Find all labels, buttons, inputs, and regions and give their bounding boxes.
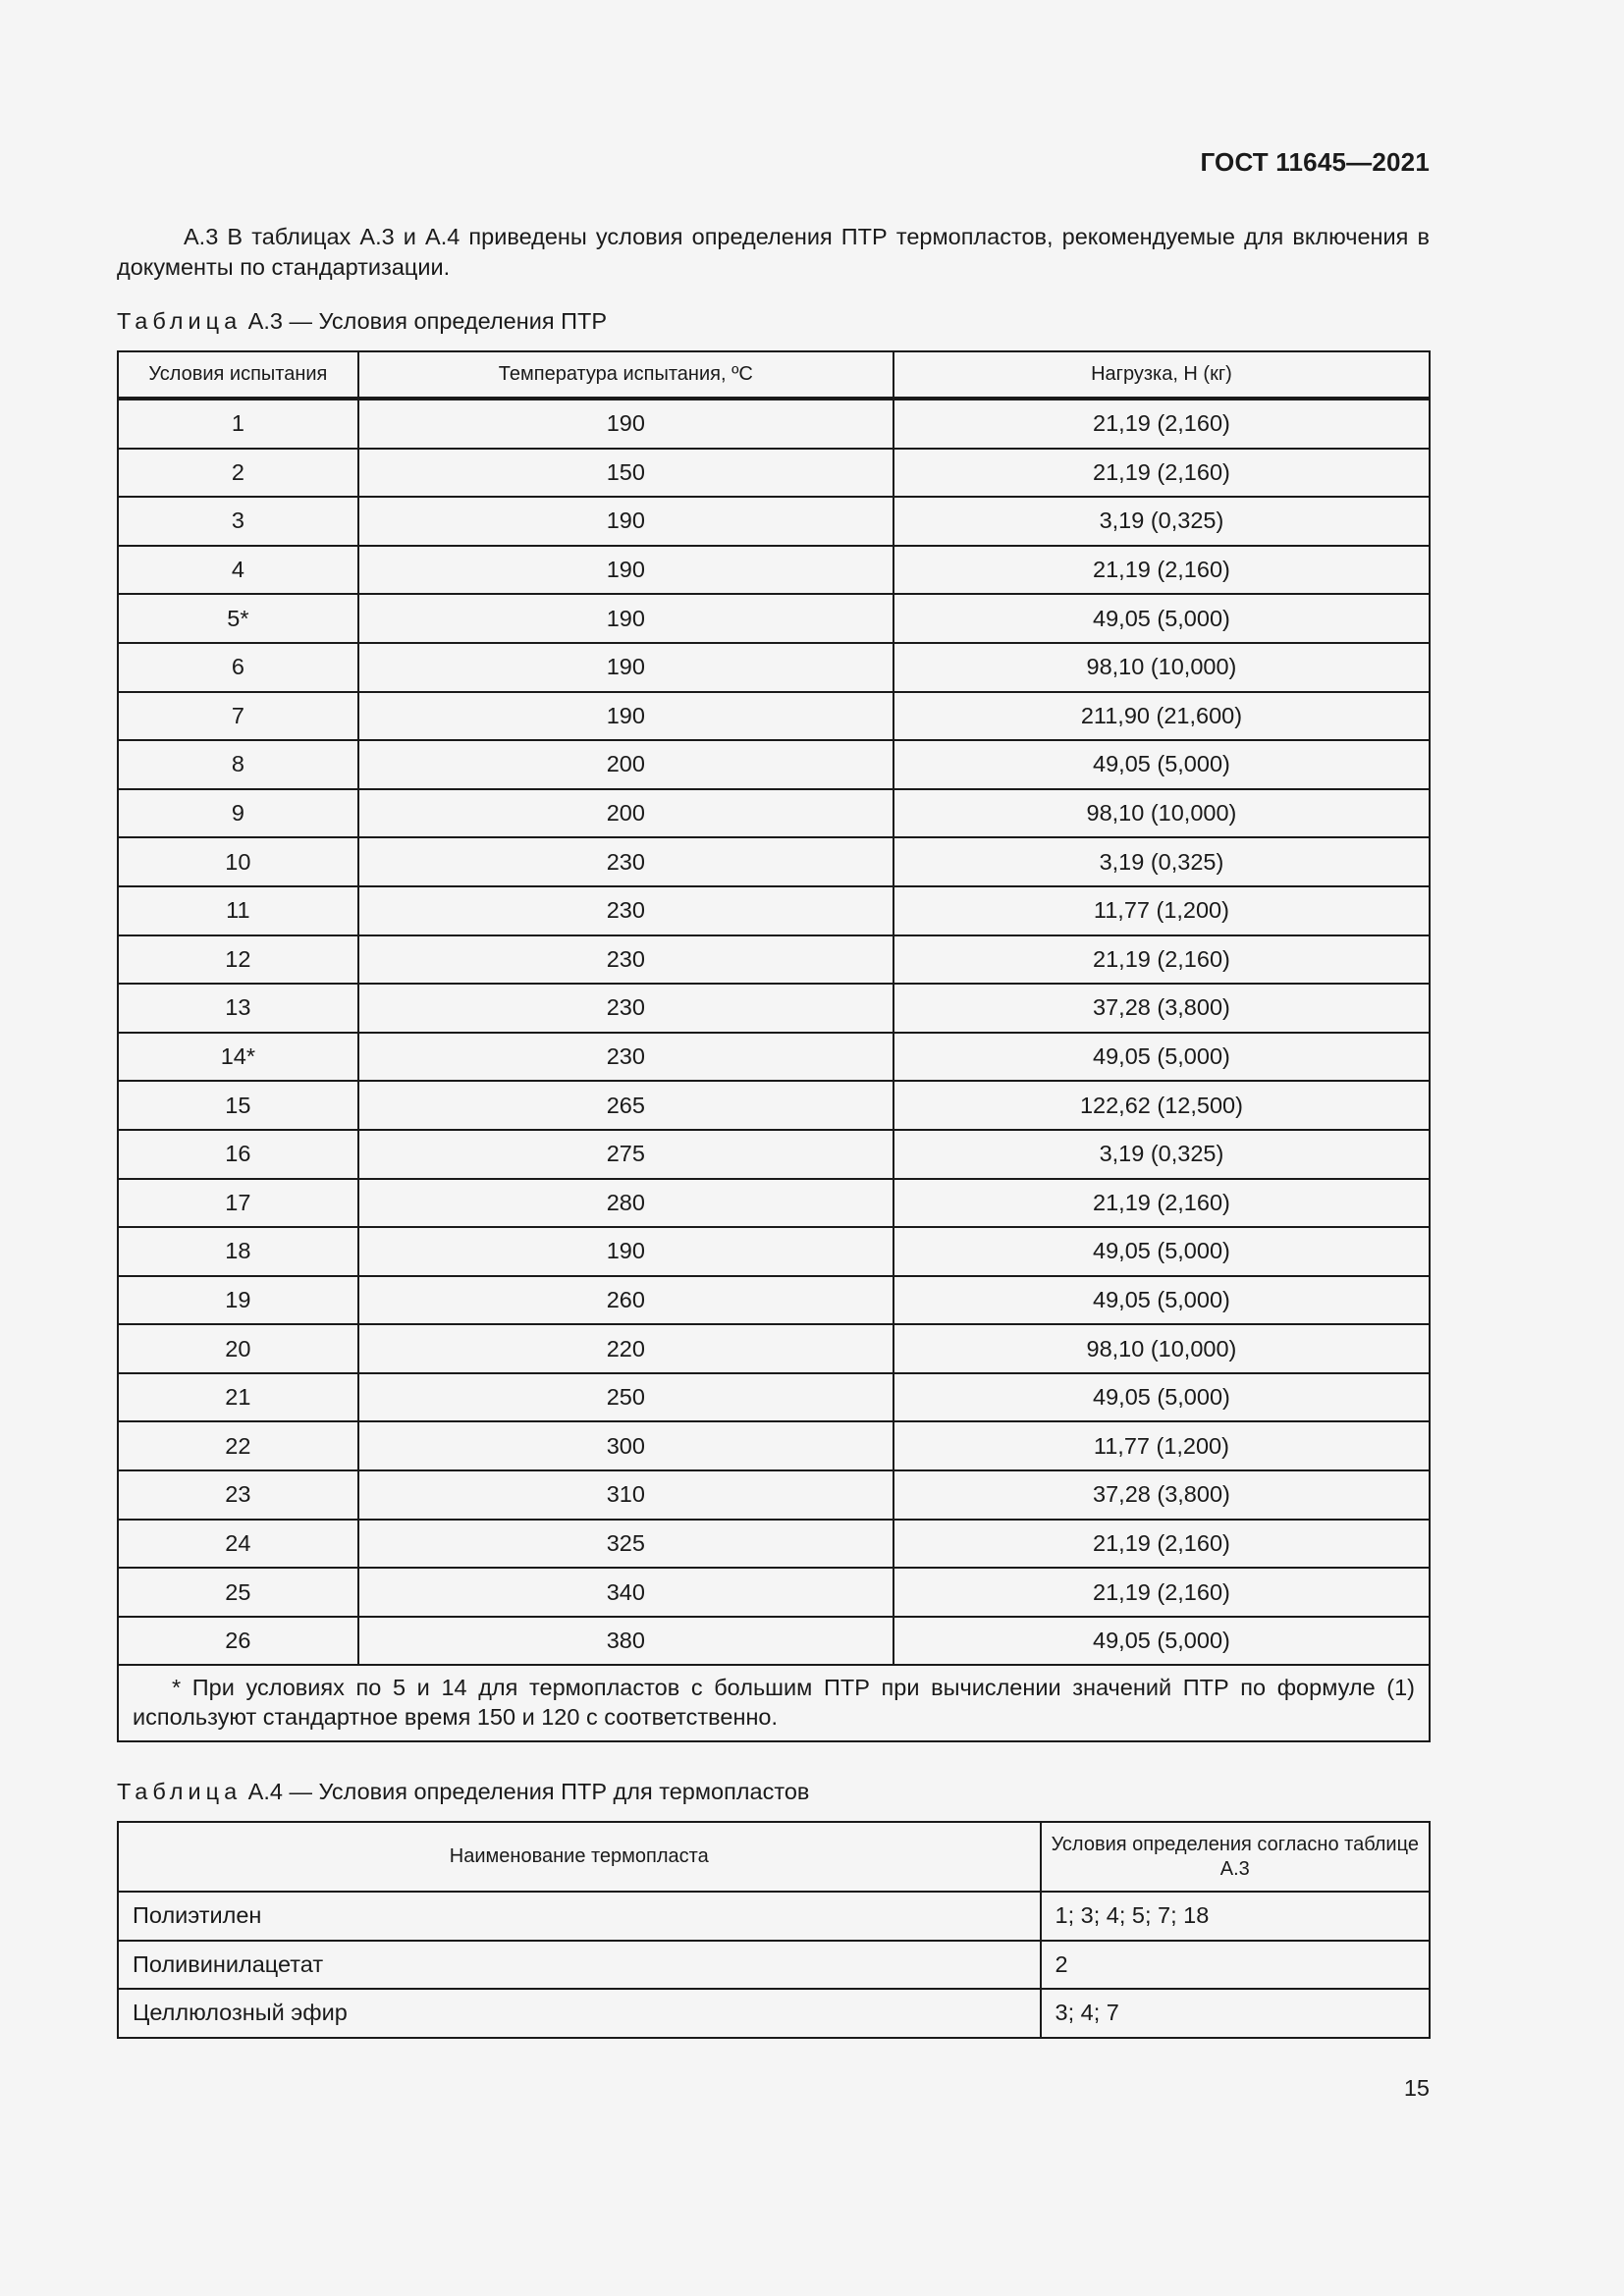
cell-temperature: 250 <box>358 1373 893 1422</box>
intro-paragraph <box>117 222 1430 283</box>
cell-load: 49,05 (5,000) <box>893 1033 1430 1082</box>
table-footnote <box>118 1665 1430 1741</box>
cell-condition-number: 13 <box>118 984 358 1033</box>
caption-text: А.4 — Условия определения ПТР для термопластов <box>242 1779 810 1804</box>
table-row <box>118 1617 1430 1666</box>
cell-conditions-ref: 3; 4; 7 <box>1041 1989 1430 2038</box>
cell-condition-number: 24 <box>118 1520 358 1569</box>
cell-load: 49,05 (5,000) <box>893 1373 1430 1422</box>
cell-temperature: 220 <box>358 1324 893 1373</box>
cell-condition-number: 7 <box>118 692 358 741</box>
table-a3-caption <box>117 308 607 335</box>
cell-load: 3,19 (0,325) <box>893 1130 1430 1179</box>
cell-temperature: 230 <box>358 837 893 886</box>
table-row <box>118 1373 1430 1422</box>
cell-temperature: 230 <box>358 886 893 935</box>
cell-temperature: 190 <box>358 643 893 692</box>
cell-temperature: 190 <box>358 399 893 449</box>
cell-condition-number: 8 <box>118 740 358 789</box>
cell-load: 21,19 (2,160) <box>893 1520 1430 1569</box>
cell-condition-number: 17 <box>118 1179 358 1228</box>
cell-load: 37,28 (3,800) <box>893 984 1430 1033</box>
table-row <box>118 692 1430 741</box>
cell-conditions-ref: 1; 3; 4; 5; 7; 18 <box>1041 1892 1430 1941</box>
cell-load: 211,90 (21,600) <box>893 692 1430 741</box>
cell-temperature: 200 <box>358 789 893 838</box>
cell-load: 37,28 (3,800) <box>893 1470 1430 1520</box>
table-row <box>118 1227 1430 1276</box>
table-row <box>118 1520 1430 1569</box>
cell-condition-number: 1 <box>118 399 358 449</box>
cell-temperature: 230 <box>358 1033 893 1082</box>
cell-load: 49,05 (5,000) <box>893 1276 1430 1325</box>
cell-temperature: 190 <box>358 692 893 741</box>
page-number: 15 <box>1403 2075 1430 2101</box>
table-row <box>118 1324 1430 1373</box>
cell-temperature: 275 <box>358 1130 893 1179</box>
table-row <box>118 789 1430 838</box>
table-row <box>118 399 1430 449</box>
table-row <box>118 886 1430 935</box>
cell-temperature: 310 <box>358 1470 893 1520</box>
header-thermoplastic-name: Наименование термопласта <box>118 1822 1041 1892</box>
cell-condition-number: 5* <box>118 594 358 643</box>
caption-text: А.3 — Условия определения ПТР <box>242 308 608 334</box>
cell-load: 122,62 (12,500) <box>893 1081 1430 1130</box>
cell-load: 21,19 (2,160) <box>893 546 1430 595</box>
footnote-row <box>118 1665 1430 1741</box>
cell-temperature: 280 <box>358 1179 893 1228</box>
document-code: ГОСТ 11645—2021 <box>1200 147 1430 177</box>
table-row <box>118 1941 1430 1990</box>
cell-condition-number: 6 <box>118 643 358 692</box>
cell-condition-number: 10 <box>118 837 358 886</box>
cell-condition-number: 11 <box>118 886 358 935</box>
cell-condition-number: 9 <box>118 789 358 838</box>
cell-condition-number: 4 <box>118 546 358 595</box>
cell-temperature: 190 <box>358 1227 893 1276</box>
cell-temperature: 190 <box>358 497 893 546</box>
table-row <box>118 935 1430 985</box>
table-row <box>118 449 1430 498</box>
cell-load: 98,10 (10,000) <box>893 643 1430 692</box>
cell-load: 21,19 (2,160) <box>893 1568 1430 1617</box>
table-row <box>118 1892 1430 1941</box>
table-header-row <box>118 1822 1430 1892</box>
cell-load: 21,19 (2,160) <box>893 935 1430 985</box>
caption-label: Таблица <box>117 308 243 334</box>
caption-label: Таблица <box>117 1779 243 1804</box>
table-row <box>118 740 1430 789</box>
cell-load: 11,77 (1,200) <box>893 886 1430 935</box>
cell-condition-number: 2 <box>118 449 358 498</box>
cell-temperature: 200 <box>358 740 893 789</box>
header-test-temperature: Температура испытания, ºС <box>358 351 893 399</box>
cell-thermoplastic-name: Поливинилацетат <box>118 1941 1041 1990</box>
cell-load: 21,19 (2,160) <box>893 1179 1430 1228</box>
cell-load: 98,10 (10,000) <box>893 1324 1430 1373</box>
footnote-text: * При условиях по 5 и 14 для термопластов с большим ПТР при вычислении значений ПТР по формуле (1) используют стандартное время 150 и 120 с соответственно. <box>133 1675 1415 1731</box>
cell-thermoplastic-name: Целлюлозный эфир <box>118 1989 1041 2038</box>
cell-load: 98,10 (10,000) <box>893 789 1430 838</box>
table-row <box>118 1989 1430 2038</box>
cell-condition-number: 3 <box>118 497 358 546</box>
table-row <box>118 1470 1430 1520</box>
table-row <box>118 984 1430 1033</box>
cell-load: 3,19 (0,325) <box>893 497 1430 546</box>
cell-condition-number: 12 <box>118 935 358 985</box>
header-load: Нагрузка, Н (кг) <box>893 351 1430 399</box>
cell-load: 49,05 (5,000) <box>893 594 1430 643</box>
cell-load: 49,05 (5,000) <box>893 740 1430 789</box>
cell-condition-number: 20 <box>118 1324 358 1373</box>
cell-temperature: 190 <box>358 546 893 595</box>
cell-load: 3,19 (0,325) <box>893 837 1430 886</box>
cell-load: 21,19 (2,160) <box>893 449 1430 498</box>
cell-temperature: 300 <box>358 1421 893 1470</box>
cell-load: 49,05 (5,000) <box>893 1227 1430 1276</box>
cell-thermoplastic-name: Полиэтилен <box>118 1892 1041 1941</box>
cell-temperature: 260 <box>358 1276 893 1325</box>
cell-load: 49,05 (5,000) <box>893 1617 1430 1666</box>
table-row <box>118 1033 1430 1082</box>
cell-condition-number: 15 <box>118 1081 358 1130</box>
table-row <box>118 1179 1430 1228</box>
cell-condition-number: 21 <box>118 1373 358 1422</box>
cell-condition-number: 14* <box>118 1033 358 1082</box>
cell-temperature: 230 <box>358 984 893 1033</box>
table-row <box>118 837 1430 886</box>
table-row <box>118 546 1430 595</box>
cell-condition-number: 23 <box>118 1470 358 1520</box>
cell-condition-number: 25 <box>118 1568 358 1617</box>
cell-condition-number: 22 <box>118 1421 358 1470</box>
cell-load: 21,19 (2,160) <box>893 399 1430 449</box>
cell-temperature: 230 <box>358 935 893 985</box>
cell-temperature: 150 <box>358 449 893 498</box>
cell-condition-number: 16 <box>118 1130 358 1179</box>
cell-condition-number: 26 <box>118 1617 358 1666</box>
table-a4-caption <box>117 1779 809 1805</box>
table-a3 <box>117 350 1431 1742</box>
table-row <box>118 1421 1430 1470</box>
cell-temperature: 380 <box>358 1617 893 1666</box>
cell-condition-number: 18 <box>118 1227 358 1276</box>
cell-load: 11,77 (1,200) <box>893 1421 1430 1470</box>
table-row <box>118 643 1430 692</box>
table-header-row <box>118 351 1430 399</box>
intro-text: А.3 В таблицах А.3 и А.4 приведены условия определения ПТР термопластов, рекомендуемые для включения в документы по стандартизации. <box>117 224 1430 280</box>
cell-conditions-ref: 2 <box>1041 1941 1430 1990</box>
table-row <box>118 594 1430 643</box>
table-a4 <box>117 1821 1431 2039</box>
table-row <box>118 497 1430 546</box>
cell-temperature: 340 <box>358 1568 893 1617</box>
table-row <box>118 1568 1430 1617</box>
header-conditions-ref: Условия определения согласно таблице А.3 <box>1041 1822 1430 1892</box>
cell-temperature: 265 <box>358 1081 893 1130</box>
header-test-conditions: Условия испытания <box>118 351 358 399</box>
cell-temperature: 325 <box>358 1520 893 1569</box>
cell-temperature: 190 <box>358 594 893 643</box>
cell-condition-number: 19 <box>118 1276 358 1325</box>
table-row <box>118 1130 1430 1179</box>
table-row <box>118 1081 1430 1130</box>
table-row <box>118 1276 1430 1325</box>
